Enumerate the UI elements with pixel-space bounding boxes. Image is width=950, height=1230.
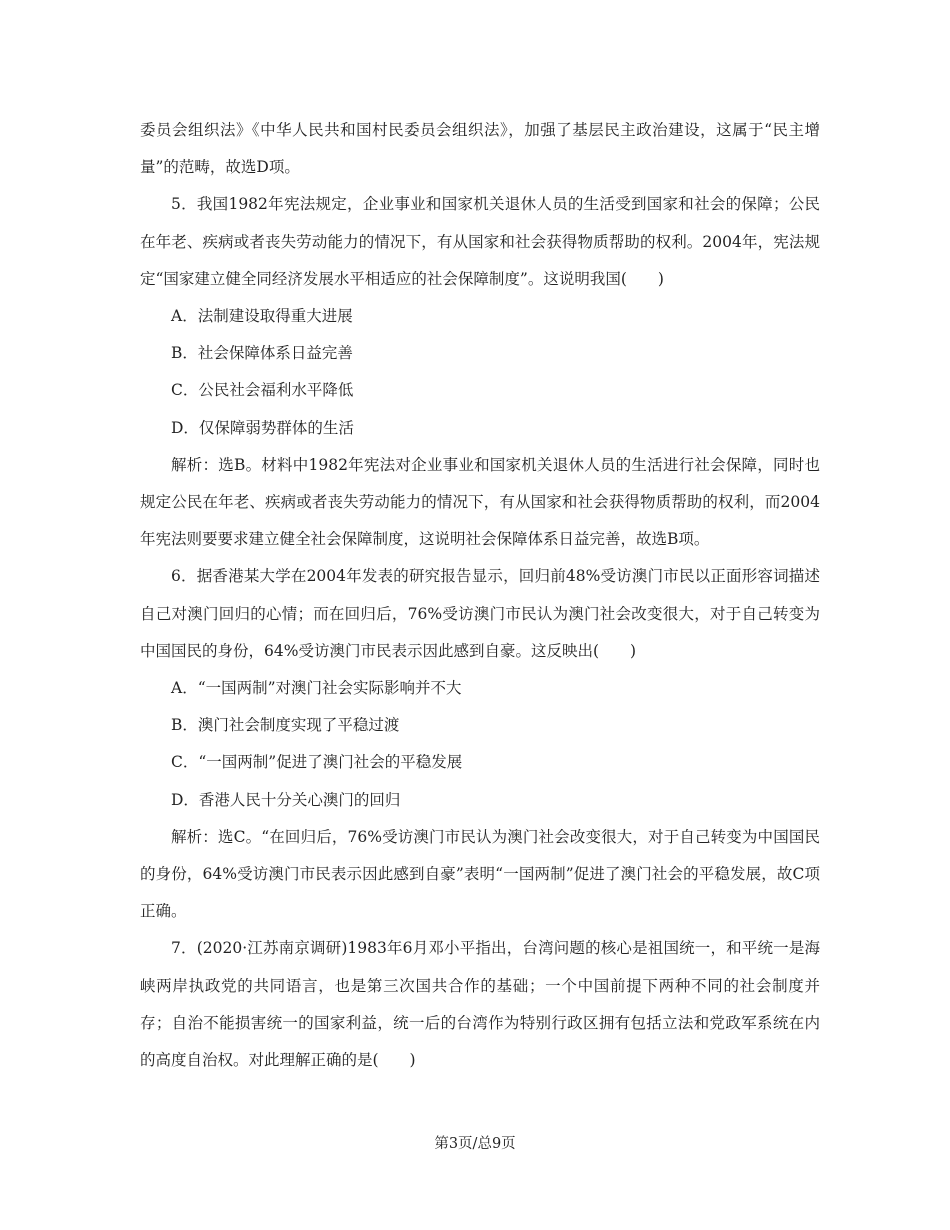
option-c: C．公民社会福利水平降低 [171,381,354,400]
option-a: A．法制建设取得重大进展 [171,307,353,326]
option-b: B．社会保障体系日益完善 [171,344,353,363]
question-stem: 5．我国1982年宪法规定，企业事业和国家机关退休人员的生活受到国家和社会的保障；公民在年老、疾病或者丧失劳动能力的情况下，有从国家和社会获得物质帮助的权利。2004年，宪法规定“国家建立健全同经济发展水平相适应的社会保障制度”。这说明我国( ) [140,195,820,288]
page-number: 第3页/总9页 [434,1136,516,1152]
question-analysis: 解析：选C。“在回归后，76%受访澳门市民认为澳门社会改变很大，对于自己转变为中国国民的身份，64%受访澳门市民表示因此感到自豪”表明“一国两制”促进了澳门社会的平稳发展，故C项正确。 [140,827,820,921]
question-7 [140,930,820,1079]
option-d: D．香港人民十分关心澳门的回归 [171,790,401,809]
option-a: A．“一国两制”对澳门社会实际影响并不大 [171,679,462,698]
previous-answer-continuation: 委员会组织法》《中华人民共和国村民委员会组织法》，加强了基层民主政治建设，这属于“民主增量”的范畴，故选D项。 [140,121,820,177]
option-b: B．澳门社会制度实现了平稳过渡 [171,716,400,735]
question-5 [140,186,820,558]
page-content [140,112,820,1079]
question-6 [140,558,820,930]
question-stem: 6．据香港某大学在2004年发表的研究报告显示，回归前48%受访澳门市民以正面形容词描述自己对澳门回归的心情；而在回归后，76%受访澳门市民认为澳门社会改变很大，对于自己转变为中国国民的身份，64%受访澳门市民表示因此感到自豪。这反映出( ) [140,567,820,660]
question-analysis: 解析：选B。材料中1982年宪法对企业事业和国家机关退休人员的生活进行社会保障，同时也规定公民在年老、疾病或者丧失劳动能力的情况下，有从国家和社会获得物质帮助的权利，而2004年宪法则要要求建立健全社会保障制度，这说明社会保障体系日益完善，故选B项。 [140,455,820,549]
option-c: C．“一国两制”促进了澳门社会的平稳发展 [171,753,463,772]
option-d: D．仅保障弱势群体的生活 [171,418,354,437]
question-stem: 7．(2020·江苏南京调研)1983年6月邓小平指出，台湾问题的核心是祖国统一，和平统一是海峡两岸执政党的共同语言，也是第三次国共合作的基础；一个中国前提下两种不同的社会制度并存；自治不能损害统一的国家利益，统一后的台湾作为特别行政区拥有包括立法和党政军系统在内的高度自治权。对此理解正确的是( ) [140,939,820,1070]
